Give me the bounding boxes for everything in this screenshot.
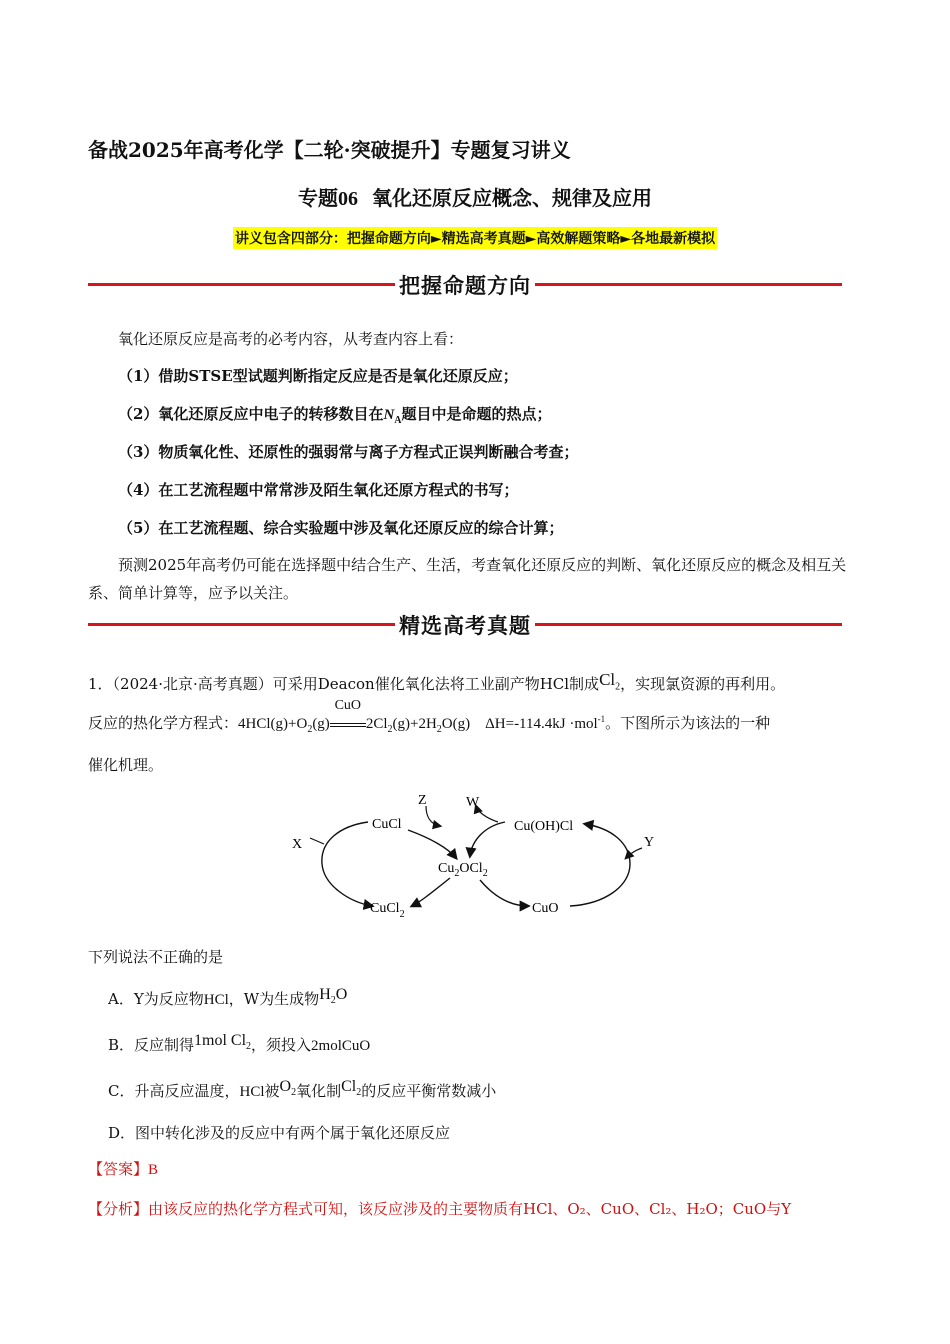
label-y: Y [644,835,655,850]
mol-cl2: 1mol $Cl_2$ [194,1032,252,1053]
answer-value: B [148,1162,159,1178]
answer-line [88,1158,158,1179]
label-cuohcl: Cu(OH)Cl [514,819,574,834]
document-title: 备战2025年高考化学【二轮·突破提升】专题复习讲义 [88,138,571,162]
intro-text: 氧化还原反应是高考的必考内容，从考查内容上看： [118,330,464,348]
parts-text: 讲义包含四部分：把握命题方向►精选高考真题►高效解题策略►各地最新模拟 [233,227,717,249]
o2-formula: $O_2$ [279,1078,297,1099]
equation-label: 反应的热化学方程式： [88,714,239,732]
arrow-cucl-to-cu2ocl2 [408,830,456,858]
analysis-line [88,1198,791,1219]
question-ask: 下列说法不正确的是 [88,948,224,966]
question-1-line-3: 催化机理。 [88,756,164,774]
option-a[interactable] [108,986,347,1009]
option-d[interactable]: D．图中转化涉及的反应中有两个属于氧化还原反应 [108,1124,451,1142]
topic-prefix: 专题 [298,186,339,210]
answer-label: 【答案】 [88,1160,149,1178]
point-2-text: （2）氧化还原反应中电子的转移数目在 [118,405,384,423]
arrow-z [426,806,440,826]
question-stem: 可采用Deacon催化氧化法将工业副产物HCl制成 [272,675,600,693]
arrow-x [310,838,324,844]
section-header-direction [88,270,842,300]
question-stem-tail: ，实现氯资源的再利用。 [620,675,786,693]
prediction-paragraph: 预测2025年高考仍可能在选择题中结合生产、生活，考查氧化还原反应的判断、氧化还原反应的概念及相互关系、简单计算等，应予以关注。 [88,556,847,602]
left-cycle-arc [322,822,372,906]
catalytic-mechanism-diagram [280,786,680,926]
h2o-formula: $H_2O$ [319,986,348,1007]
option-c-text: C．升高反应温度， [108,1082,240,1100]
topic-number: 06 [338,188,359,210]
hcl-formula: HCl [239,1084,265,1100]
point-2 [118,403,552,426]
hcl-formula: HCl [203,992,229,1008]
option-a-mid: ，W为生成物 [228,990,320,1008]
label-x: X [292,837,303,852]
option-c-tail: 的反应平衡常数减小 [361,1082,497,1100]
parts-banner [0,227,950,249]
question-stem-tail: 。下图所示为该法的一种 [605,714,771,732]
arrow-cuohcl-to-cu2ocl2 [470,822,505,856]
question-number: 1． [88,675,113,693]
arrow-cu2ocl2-to-cuo [480,880,528,906]
label-w: W [466,795,480,810]
option-b[interactable] [108,1032,370,1055]
analysis-label: 【分析】 [88,1200,149,1218]
point-5: （5）在工艺流程题、综合实验题中涉及氧化还原反应的综合计算； [118,519,564,537]
question-source: （2024·北京·高考真题） [112,675,273,693]
cl2-formula: $Cl_2$ [341,1078,362,1099]
label-cucl: CuCl [372,817,402,832]
catalyst-condition: CuO [330,716,366,733]
section-title: 把握命题方向 [395,270,535,300]
option-a-text: A．Y为反应物 [108,990,204,1008]
na-symbol: N [383,407,395,423]
label-cu2ocl2: $Cu_2OCl_2$ [438,861,488,879]
point-4: （4）在工艺流程题中常常涉及陌生氧化还原方程式的书写； [118,481,519,499]
question-1-line-2 [88,698,771,735]
label-cuo: CuO [532,901,559,916]
section-title: 精选高考真题 [395,610,535,640]
label-cucl2: CuCl$_2$ [370,901,405,920]
option-c-mid2: 氧化制 [296,1082,342,1100]
topic-name: 氧化还原反应概念、规律及应用 [371,186,652,210]
thermo-equation: $4HCl(g)+O_2(g)$ CuO $2Cl_2(g)+2H_2O(g)$ ΔH=-114.4kJ ·mol$^{-1}$ [238,698,606,735]
arrow-w [476,806,498,822]
point-1: （1）借助STSE型试题判断指定反应是否是氧化还原反应； [118,367,518,385]
section-header-exam [88,610,842,640]
option-b-tail: ，须投入2molCuO [251,1038,371,1054]
topic-title [0,182,950,211]
option-c-mid: 被 [264,1082,280,1100]
option-b-text: B．反应制得 [108,1036,195,1054]
right-cycle-arc [570,824,630,906]
analysis-text: 由该反应的热化学方程式可知，该反应涉及的主要物质有HCl、O₂、CuO、Cl₂、H₂O；CuO与Y [148,1200,792,1218]
arrow-cu2ocl2-to-cucl2 [412,878,450,906]
option-c[interactable] [108,1078,496,1101]
cl2-formula: $Cl_2$ [599,670,621,693]
label-z: Z [418,793,427,808]
question-1-line-1 [88,670,785,694]
na-subscript: A [394,415,402,426]
point-2-tail: 题目中是命题的热点； [401,405,552,423]
point-3: （3）物质氧化性、还原性的强弱常与离子方程式正误判断融合考查； [118,443,579,461]
